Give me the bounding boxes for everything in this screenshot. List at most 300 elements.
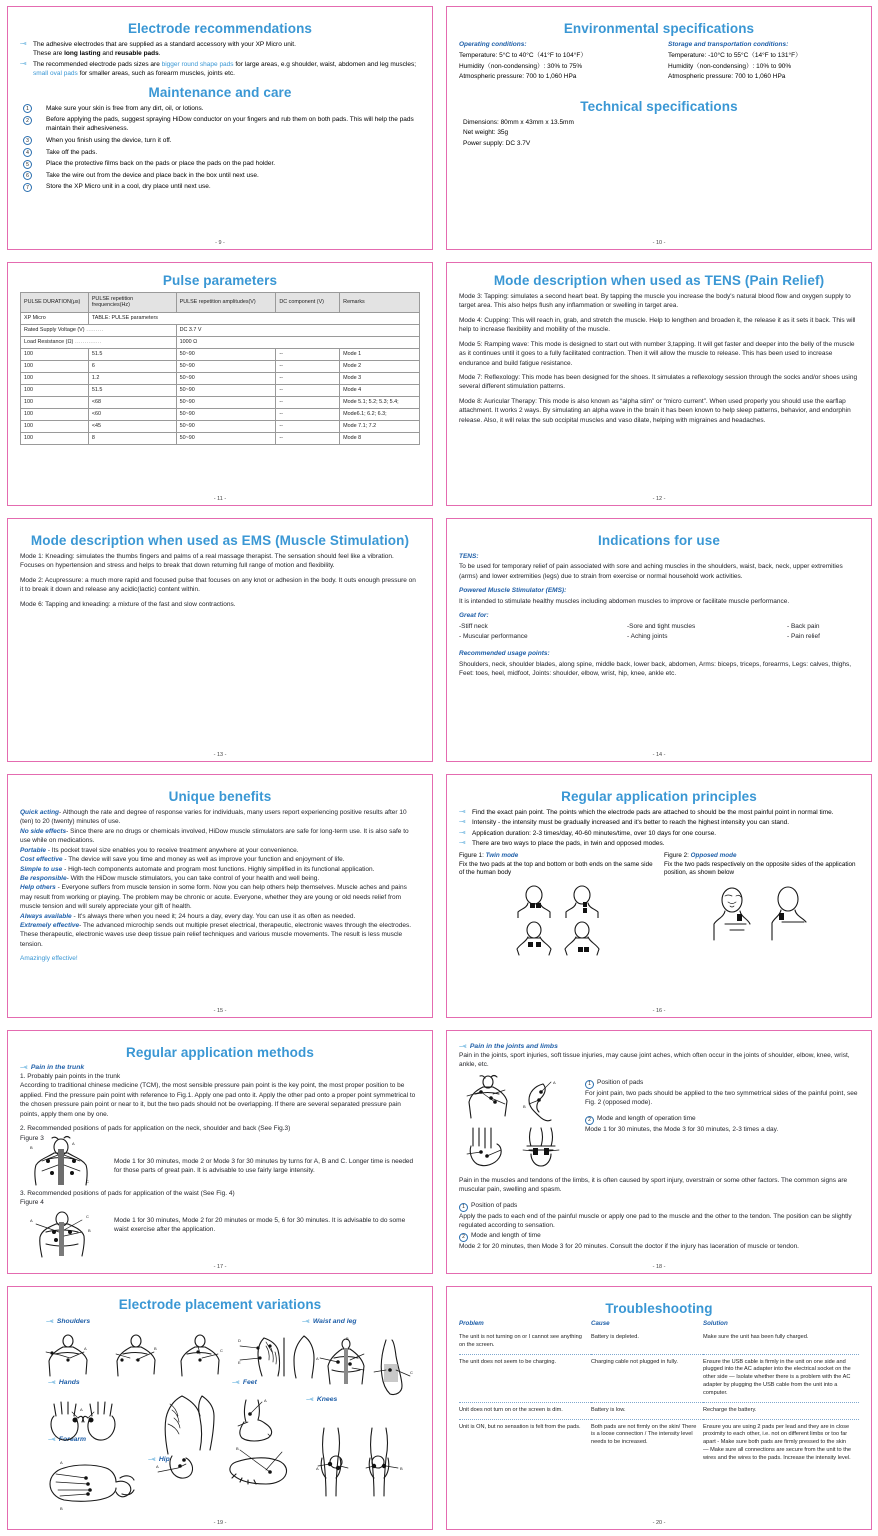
figure-3-text: Mode 1 for 30 minutes, mode 2 or Mode 3 for 30 minutes by turns for A, B and C. Longer time is needed for those parts of great pain. It is advisable to use fairly large intensity. (114, 1157, 414, 1175)
item-1-label: 1. Probably pain points in the trunk (20, 1073, 121, 1080)
joints-instructions (585, 1072, 859, 1172)
svg-text:A: A (316, 1356, 319, 1361)
cell-solution: Recharge the battery. (703, 1402, 859, 1419)
page-cell-15 (0, 768, 439, 1024)
cell: -- (276, 420, 340, 432)
svg-text:C: C (86, 1213, 89, 1219)
svg-text:B: B (400, 1466, 403, 1471)
benefit-term: Help others (20, 884, 58, 892)
cell: 50~90 (176, 372, 276, 384)
figure-1-text: Fix the two pads at the top and bottom or both ends on the same side of the human body (459, 860, 653, 877)
table-row (21, 312, 420, 324)
page-title-technical: Technical specifications (580, 98, 738, 114)
table-row (459, 1330, 859, 1354)
hands-figure (51, 1402, 115, 1440)
benefit-text: It's always there when you need it; 24 hours a day, every day. You can use it as often as needed. (77, 912, 356, 920)
usage-points-text: Shoulders, neck, shoulder blades, along spine, middle back, lower back, abdomen, Arms: biceps, triceps, forearms, Legs: calves, thighs, Feet: toes, heel, midfoot, Joints: shoulder, elbow, wrist, hip, knee, ankle etc. (459, 660, 852, 678)
cell: 51.5 (88, 384, 176, 396)
benefit-text: The advanced microchip sends out multiple preset electrical, therapeutic, electronic waves through the electrodes. These therapeutic, electronic waves use deep tissue pain relief techniques and various muscle movements. The result is less muscle tension. (20, 922, 412, 948)
cell: -- (276, 384, 340, 396)
great-for-item: - Aching joints (627, 632, 668, 640)
great-for-column-1 (459, 622, 627, 643)
shoulder-figure-b (116, 1335, 157, 1376)
recommendation-text-2a: These are (33, 50, 65, 58)
page-18 (446, 1030, 872, 1274)
item-number: 2 (585, 1116, 594, 1125)
paragraph: Mode 7: Reflexology: This mode has been designed for the shoes. It simulates a reflexology session through the socks and/or shoes using several different stimulation patterns. (459, 373, 858, 391)
page-title: Regular application methods (126, 1045, 314, 1060)
cell: <45 (88, 420, 176, 432)
item-3-text: Apply the pads to each end of the painful muscle or apply one pad to the muscle and the other to the tendon. The position can be slightly regulated according to sensation. (459, 1212, 852, 1230)
recommendation-text-3a: The recommended electrode pads sizes are (33, 60, 162, 68)
pain-joints-limbs-heading: --⫷ Pain in the joints and limbs (459, 1043, 859, 1051)
cell: -- (276, 360, 340, 372)
benefit-term: No side effects (20, 827, 67, 835)
page-number: - 15 - (213, 1008, 227, 1014)
benefit-term: Always available (20, 912, 74, 920)
svg-text:C: C (86, 1178, 89, 1184)
great-for-item: -Sore and tight muscles (627, 622, 696, 630)
cell-problem: Unit is ON, but no sensation is felt from the pads. (459, 1419, 591, 1467)
table-row (21, 336, 420, 348)
twin-mode-torso-pair-bottom-icon (502, 920, 612, 956)
cell: 6 (88, 360, 176, 372)
cell: 100 (21, 360, 89, 372)
page-cell-19 (0, 1280, 439, 1536)
page-number: - 12 - (652, 496, 666, 502)
figure-2-text: Fix the two pads respectively on the opposite sides of the application position, as shown below (664, 860, 856, 877)
cell-cause: Both pads are not firmly on the skin/ There is a loose connection / The intensity level needs to be increased. (591, 1419, 703, 1467)
cell: 1.2 (88, 372, 176, 384)
great-for-item: - Pain relief (787, 632, 820, 640)
item-number: 1 (459, 1203, 468, 1212)
shoulder-figure-a (46, 1335, 87, 1376)
figure-1-caption (459, 852, 654, 861)
svg-text:C: C (220, 1348, 223, 1353)
benefit-item (20, 827, 420, 846)
benefit-sep: - (64, 865, 69, 873)
figure-3-label: Figure 3 (20, 1134, 44, 1142)
label-hands: --⫷ Hands (48, 1379, 80, 1387)
benefit-term: Extremely effective (20, 922, 80, 930)
item-3-label: 3. Recommended positions of pads for application of the waist (See Fig. 4) (20, 1189, 235, 1197)
paragraph: Mode 2: Acupressure: a much more rapid and focused pulse that focuses on any knot or adhesion in the body. It outs enough pressure on it to break it down and release any acidic(lactic) content within. (20, 576, 416, 594)
step-number: 7 (23, 183, 32, 192)
list-item (20, 115, 420, 133)
knee-figure-a (316, 1428, 348, 1496)
cell: 100 (21, 348, 89, 360)
page-14 (446, 518, 872, 762)
item-2-text: Mode 1 for 30 minutes, the Mode 3 for 30 minutes, 2-3 times a day. (585, 1125, 779, 1133)
figure-4-block (20, 1208, 420, 1258)
benefit-item (20, 855, 420, 864)
page-number: - 20 - (652, 1520, 666, 1526)
cell: 50~90 (176, 384, 276, 396)
cell-solution: Make sure the unit has been fully charged. (703, 1334, 809, 1340)
cell: 50~90 (176, 348, 276, 360)
mode-length-item-4 (459, 1231, 859, 1242)
item-1-text: For joint pain, two pads should be applied to the two symmetrical sides of the painful point, see Fig. 2 (opposed mode). (585, 1089, 858, 1107)
column-header-solution: Solution (703, 1320, 728, 1327)
svg-text:A: A (553, 1079, 556, 1085)
cell-solution: Ensure you are using 2 pads per lead and they are in close proximity to each other, i.e. not on different limbs or too far apart - Make sure both pads are firmly pressed to the skin — Make sure all connections are secure from the unit to the wires and the wires to the pads. Increase the intensity level. (703, 1419, 859, 1467)
operating-conditions-heading: Operating conditions: (459, 41, 527, 48)
column-header: PULSE repetition amplitudes(V) (176, 293, 276, 313)
benefit-sep: - (47, 846, 52, 854)
item-1-text: According to traditional chinese medicine (TCM), the most sensible pressure pain point is the key point, the most proper position to be applied. Find the pressure pain point with reference to Fig.1. Apply one pad onto it. Apply the other pad onto a proper point symmetrical to the chosen pressure pain point or near to it, but the two pads should not be overlapping. If there are several separated pressure pain points, apply them one by one. (20, 1082, 416, 1118)
page-20 (446, 1286, 872, 1530)
cell-cause: Charging cable not plugged in fully. (591, 1354, 703, 1402)
cell: Mode6.1; 6.2; 6.3; (340, 408, 420, 420)
hip-back-figure (156, 1396, 214, 1478)
opposed-mode-illustration-group (664, 884, 859, 956)
step-number: 5 (23, 160, 32, 169)
environmental-spec-columns (459, 40, 859, 83)
benefit-text: Its pocket travel size enables you to receive treatment anywhere at your convenience. (51, 846, 299, 854)
leg-sock-figure (374, 1340, 413, 1395)
item-number: 1 (585, 1080, 594, 1089)
svg-text:A: A (316, 1466, 319, 1471)
item-title: Position of pads (597, 1078, 644, 1086)
pulse-parameters-table (20, 292, 420, 445)
cell-load-value: 1000 Ω (176, 336, 419, 348)
operating-conditions-block (459, 40, 650, 83)
table-row (21, 408, 420, 420)
list-item (20, 40, 420, 59)
position-of-pads-item-1 (585, 1078, 859, 1089)
column-header: Remarks (340, 293, 420, 313)
waist-pad-placement-icon (20, 1208, 106, 1258)
cell: 100 (21, 396, 89, 408)
svg-text:B: B (154, 1346, 157, 1351)
storage-line: Temperature: -10°C to 55°C（14°F to 131°F） (668, 52, 802, 60)
list-item: --⫷ Application duration: 2-3 times/day, 40-60 minutes/time, over 10 days for one course. (459, 829, 859, 838)
maintenance-steps-list (20, 104, 420, 192)
operating-line: Humidity（non-condensing）: 30% to 75% (459, 62, 583, 70)
page-cell-17 (0, 1024, 439, 1280)
cell-table-caption: TABLE: PULSE parameters (88, 312, 419, 324)
cell-model: XP Micro (21, 312, 89, 324)
cell: <68 (88, 396, 176, 408)
cell: -- (276, 408, 340, 420)
paragraph: Mode 4: Cupping: This will reach in, grab, and stretch the muscle. Help to lengthen and broaden it, the release it as it sets it back. This will help to increase flexibility and mobility of the muscle. (459, 316, 856, 334)
twin-mode-column (459, 852, 654, 878)
technical-spec-list (459, 118, 859, 150)
cell: Mode 4 (340, 384, 420, 396)
recommendation-text-2c: . (158, 50, 161, 58)
recommendation-highlight-2: small oval pads (33, 70, 78, 78)
tech-line: Dimensions: 80mm x 43mm x 13.5mm (463, 118, 574, 126)
storage-conditions-heading: Storage and transportation conditions: (668, 41, 789, 48)
step-number: 3 (23, 136, 32, 145)
benefit-sep: - (79, 922, 83, 930)
step-text: When you finish using the device, turn it off. (46, 136, 172, 144)
benefit-text: Since there are no drugs or chemicals involved, HiDow muscle stimulators are safe for long-term use. It is also safe to use while on medications. (20, 827, 409, 845)
item-2-label: 2. Recommended positions of pads for application on the neck, shoulder and back (See Fig.3) (20, 1125, 291, 1133)
svg-text:A: A (156, 1464, 159, 1469)
pulse-table-body (21, 348, 420, 444)
great-for-item: - Back pain (787, 622, 820, 630)
pain-in-trunk-heading: --⫷ Pain in the trunk (20, 1064, 420, 1072)
joints-figure-block (459, 1072, 859, 1172)
label-waist-and-leg: --⫷ Waist and leg (302, 1318, 357, 1326)
page-title: Electrode recommendations (127, 21, 313, 36)
usage-points-heading: Recommended usage points: (459, 650, 550, 658)
cell: 100 (21, 372, 89, 384)
list-item (20, 148, 420, 157)
cell-voltage-value: DC 3.7 V (176, 324, 419, 336)
mid-text: Pain in the muscles and tendons of the limbs, it is often caused by sport injury, overstrain or some other factors. The common signs are muscular pain, swelling and spasm. (459, 1176, 848, 1194)
cell: 100 (21, 432, 89, 444)
forearm-figure (50, 1460, 134, 1511)
label-shoulders: --⫷ Shoulders (46, 1318, 90, 1326)
benefit-sep: - (66, 874, 71, 882)
cell: Mode 5.1; 5.2; 5.3; 5.4; (340, 396, 420, 408)
svg-text:B: B (346, 1336, 349, 1341)
recommendation-text-2b: and (100, 50, 116, 58)
storage-line: Humidity（non-condensing）: 10% to 90% (668, 62, 792, 70)
page-title-maintenance: Maintenance and care (148, 84, 292, 100)
benefit-item (20, 808, 420, 827)
benefit-term: Portable (20, 846, 48, 854)
table-row (21, 372, 420, 384)
paragraph: Mode 5: Ramping wave: This mode is designed to start out with number 3,tapping. It will get faster and deeper into the belly of the muscle as it continues until it goes to a fully facilitated contraction. Then it will allow the muscle to release. This has been used to increase endurance and build fatigue resistance. (459, 340, 855, 367)
ems-heading: Powered Muscle Stimulator (EMS): (459, 587, 567, 595)
step-text: Make sure your skin is free from any dirt, oil, or lotions. (46, 104, 204, 112)
page-number: - 11 - (213, 496, 227, 502)
step-text: Before applying the pads, suggest spraying HiDow conductor on your fingers and rub them on both pads. This will help the pads maintain their adhesiveness. (46, 116, 414, 133)
table-row (21, 360, 420, 372)
list-item (20, 60, 420, 79)
cell: -- (276, 372, 340, 384)
foot-top-figure (230, 1446, 287, 1484)
paragraph: Mode 3: Tapping: simulates a second heart beat. By tapping the muscle you increase the body's natural blood flow and oxygen supply to target area. This also helps flush any inflammation or swelling in target area. (459, 293, 851, 310)
list-item (20, 171, 420, 180)
benefit-term: Simple to use (20, 865, 65, 873)
list-item (20, 136, 420, 145)
benefit-term: Be responsible (20, 874, 67, 882)
voltage-label-text: Rated Supply Voltage (V) (24, 327, 85, 333)
step-number: 1 (23, 104, 32, 113)
closing-statement: Amazingly effective! (20, 955, 78, 963)
cell: 50~90 (176, 396, 276, 408)
benefit-item (20, 921, 420, 949)
benefit-text: With the HiDow muscle stimulators, you can take control of your health and well being. (70, 874, 320, 882)
page-9 (7, 6, 433, 250)
page-11 (7, 262, 433, 506)
load-dots: .............. (73, 339, 102, 345)
page-cell-14 (439, 512, 878, 768)
column-header: PULSE repetition frequencies(Hz) (88, 293, 176, 313)
unique-benefits-list (20, 808, 420, 964)
mode-illustrations-row (459, 884, 859, 956)
figure-1-name: Twin mode (485, 851, 519, 859)
cell: 51.5 (88, 348, 176, 360)
page-cell-9 (0, 0, 439, 256)
tens-text: To be used for temporary relief of pain associated with sore and aching muscles in the shoulders, waist, back, neck, upper extremities (arms) and lower extremities (legs) due to strain from exercise or normal household work activities. (459, 563, 843, 580)
figure-4-label: Figure 4 (20, 1199, 44, 1207)
twin-mode-torso-pair-top-icon (502, 884, 612, 918)
page-19 (7, 1286, 433, 1530)
label-forearm: --⫷ Forearm (48, 1436, 86, 1444)
svg-text:A: A (60, 1460, 63, 1465)
table-row (21, 420, 420, 432)
cell-problem: The unit does not seem to be charging. (459, 1354, 591, 1402)
ems-mode-descriptions (20, 552, 420, 609)
figure-3-block (20, 1140, 420, 1187)
svg-text:A: A (80, 1407, 83, 1412)
item-title: Mode and length of operation time (597, 1114, 696, 1122)
page-16 (446, 774, 872, 1018)
column-header-problem: Problem (459, 1320, 484, 1327)
page-15 (7, 774, 433, 1018)
step-number: 4 (23, 148, 32, 157)
cell: 100 (21, 420, 89, 432)
tech-line: Power supply: DC 3.7V (463, 140, 531, 147)
page-title: Regular application principles (561, 789, 757, 804)
benefit-text: The device will save you time and money as well as improve your function and enjoyment of life. (68, 856, 345, 864)
benefit-sep: - (59, 809, 63, 816)
shoulder-plain-outline (294, 1336, 314, 1378)
figure-2-caption (664, 852, 859, 861)
cell: Mode 3 (340, 372, 420, 384)
cell: -- (276, 432, 340, 444)
table-row (21, 432, 420, 444)
storage-conditions-block (668, 40, 859, 83)
page-title: Mode description when used as TENS (Pain Relief) (493, 273, 825, 288)
benefit-sep: - (57, 884, 62, 892)
recommendation-text-3b: for large areas, e.g shoulder, waist, abdomen and leg muscles; (233, 60, 417, 68)
svg-text:B: B (236, 1446, 239, 1451)
opposed-mode-column (664, 852, 859, 878)
page-number: - 14 - (652, 752, 666, 758)
back-shoulder-pad-placement-icon (20, 1133, 106, 1187)
storage-line: Atmospheric pressure: 700 to 1,060 HPa (668, 73, 786, 81)
benefit-item (20, 846, 420, 855)
cell: 100 (21, 384, 89, 396)
page-17 (7, 1030, 433, 1274)
foot-side-figure (238, 1398, 272, 1441)
svg-text:C: C (410, 1370, 413, 1375)
page-title: Pulse parameters (162, 273, 278, 288)
cell-cause: Battery is low. (591, 1402, 703, 1419)
item-title: Mode and length of time (471, 1231, 541, 1239)
figure-1-label: Figure 1: (459, 851, 484, 859)
cell: Mode 7.1; 7.2 (340, 420, 420, 432)
step-number: 6 (23, 171, 32, 180)
joint-illustrations (459, 1072, 579, 1172)
item-4-text: Mode 2 for 20 minutes, then Mode 3 for 20 minutes. Consult the doctor if the injury has laceration of muscle or tendon. (459, 1242, 799, 1250)
step-text: Take off the pads. (46, 148, 98, 156)
svg-text:E: E (238, 1360, 241, 1365)
column-header: DC component (V) (276, 293, 340, 313)
list-item (20, 104, 420, 113)
cell: 50~90 (176, 420, 276, 432)
page-number: - 16 - (652, 1008, 666, 1014)
page-title: Electrode placement variations (118, 1297, 322, 1312)
tens-heading: TENS: (459, 553, 479, 560)
table-header-row (459, 1320, 859, 1330)
intro-text: Pain in the joints, sport injuries, soft tissue injuries, may cause joint aches, which often occur in the joints of shoulder, elbow, knee, wrist, ankle, etc. (459, 1052, 850, 1069)
cell: Mode 8 (340, 432, 420, 444)
paragraph: Mode 6: Tapping and kneading: a mixture of the fast and slow contractions. (20, 600, 236, 608)
opposed-mode-figure-icon (702, 884, 822, 950)
shoulder-figure-c (181, 1335, 223, 1376)
step-text: Place the protective films back on the pads or place the pads on the pad holder. (46, 160, 276, 168)
operating-line: Temperature: 5°C to 40°C（41°F to 104°F） (459, 52, 587, 60)
benefit-term: Quick acting (20, 809, 60, 816)
label-feet: --⫷ Feet (232, 1379, 257, 1387)
figure-4-text: Mode 1 for 30 minutes, Mode 2 for 20 minutes or mode 5, 6 for 30 minutes. It is advisable to do some waist exercise after the application. (114, 1216, 406, 1234)
benefit-sep: - (64, 856, 69, 864)
benefit-text: Although the rate and degree of response varies for individuals, many users report experiencing positive results after 10 (ten) to 20 (twenty) minutes of use. (20, 809, 407, 826)
page-cell-10 (439, 0, 878, 256)
column-header: PULSE DURATION(μs) (21, 293, 89, 313)
paragraph: Mode 1: Kneading: simulates the thumbs fingers and palms of a real massage therapist. The sensation should feel like a vibration. Focuses on hypertension and stress and helps to break that down returning full range of motion and flexibility. (20, 553, 394, 570)
page-10 (446, 6, 872, 250)
voltage-dots: ......... (84, 327, 104, 333)
benefit-item (20, 883, 420, 911)
benefit-sep: - (73, 912, 78, 920)
mode-figures-row (459, 852, 859, 878)
column-header-cause: Cause (591, 1320, 610, 1327)
cell: -- (276, 348, 340, 360)
list-item (20, 182, 420, 191)
benefit-term: Cost effective (20, 856, 65, 864)
recommendation-text-3c: for smaller areas, such as forearm muscles, joints etc. (77, 70, 235, 78)
page-number: - 18 - (652, 1264, 666, 1270)
table-header-row (21, 293, 420, 313)
page-number: - 9 - (215, 240, 225, 246)
svg-text:A: A (72, 1140, 75, 1146)
cell-voltage-label (21, 324, 177, 336)
svg-text:B: B (88, 1227, 91, 1233)
page-cell-13 (0, 512, 439, 768)
great-for-item: -Stiff neck (459, 622, 488, 630)
benefit-text: High-tech components automate and program most functions. Highly simplified in its functional application. (68, 865, 375, 873)
recommendation-bold-1: long lasting (64, 50, 101, 58)
electrode-placement-illustrations (16, 1324, 431, 1514)
tens-mode-descriptions (459, 292, 859, 425)
recommendation-highlight-1: bigger round shape pads (161, 60, 234, 68)
benefit-item (20, 912, 420, 921)
page-title: Environmental specifications (563, 21, 755, 36)
cell: Mode 1 (340, 348, 420, 360)
troubleshooting-table (459, 1320, 859, 1467)
position-of-pads-item-3 (459, 1201, 859, 1212)
cell: <60 (88, 408, 176, 420)
mode-length-item-2 (585, 1114, 859, 1125)
benefit-text: Everyone suffers from muscle tension in some form. Now you can help others help themselves. Muscle aches and pains may result from working or playing. The problem may be chronic or acute. Everyone, whether they are young or old needs relief from muscle tension and will surely appreciate your gift of health. (20, 884, 407, 911)
item-number: 2 (459, 1233, 468, 1242)
cell: 100 (21, 408, 89, 420)
page-cell-12 (439, 256, 878, 512)
cell: 50~90 (176, 408, 276, 420)
shoulder-figure-d-e (238, 1338, 284, 1376)
page-title: Unique benefits (168, 789, 272, 804)
benefit-sep: - (66, 827, 71, 835)
cell-cause: Battery is depleted. (591, 1334, 639, 1340)
operating-line: Atmospheric pressure: 700 to 1,060 HPa (459, 73, 577, 81)
list-item: --⫷ Intensity - the intensity must be gradually increased and it's better to reach the highest intensity you can stand. (459, 818, 859, 827)
page-cell-18 (439, 1024, 878, 1280)
table-row (21, 324, 420, 336)
table-row (459, 1402, 859, 1419)
paragraph: Mode 8: Auricular Therapy: This mode is also known as “alpha stim” or “micro current”. When used properly you should use the earflap attachment. It works 2 ways. By simulating an alpha wave in the brain it has been known to help sleep patterns, behavior, and endorphin release. Also, it will relax the sub occipital muscles and vaso dilate, helping with migraines and headaches. (459, 397, 851, 424)
svg-text:A: A (264, 1398, 267, 1403)
svg-text:A: A (30, 1217, 33, 1223)
ems-text: It is intended to stimulate healthy muscles including abdomen muscles to improve or facilitate muscle performance. (459, 597, 790, 605)
